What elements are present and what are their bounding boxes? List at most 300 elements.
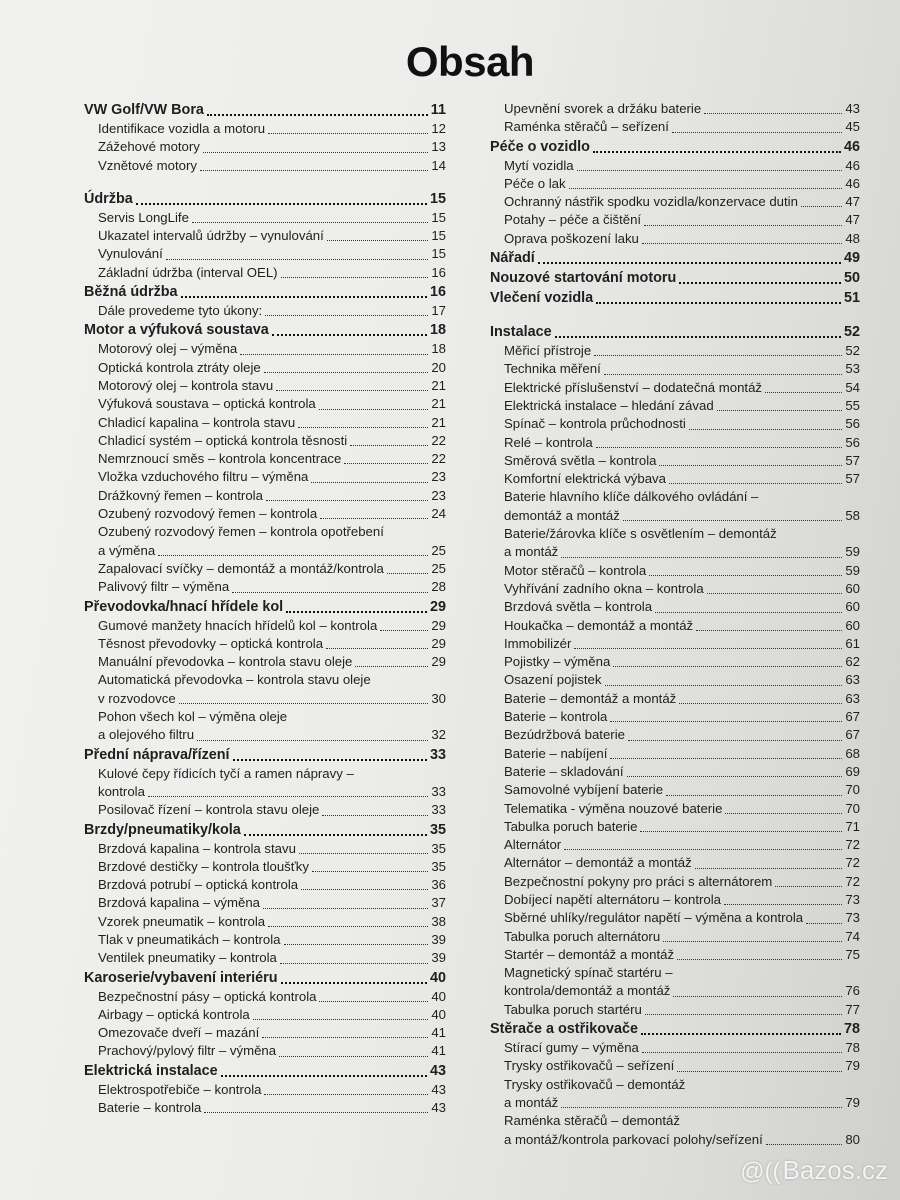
toc-entry-label: Chladicí kapalina – kontrola stavu xyxy=(98,414,296,430)
toc-entry xyxy=(490,598,860,616)
page-number: 70 xyxy=(845,782,860,798)
toc-entry xyxy=(84,227,446,245)
toc-entry-label: Základní údržba (interval OEL) xyxy=(98,264,278,280)
toc-entry-label: Trysky ostřikovačů – seřízení xyxy=(504,1058,675,1074)
page-number: 76 xyxy=(845,983,860,999)
toc-entry-label: Upevnění svorek a držáku baterie xyxy=(504,101,702,116)
page-number: 79 xyxy=(845,1094,860,1110)
page-number: 15 xyxy=(431,209,446,225)
toc-entry-label: Baterie – nabíjení xyxy=(504,745,608,761)
page-number: 79 xyxy=(845,1058,860,1074)
toc-entry-label: Magnetický spínač startéru – xyxy=(504,965,673,981)
dot-leader xyxy=(596,447,843,448)
dot-leader xyxy=(627,776,843,777)
page-number: 23 xyxy=(431,487,446,503)
toc-entry xyxy=(84,1042,446,1060)
toc-entry xyxy=(84,487,446,505)
page-number: 15 xyxy=(429,190,446,207)
page-number: 37 xyxy=(431,895,446,911)
dot-leader xyxy=(642,1052,842,1053)
dot-leader xyxy=(311,482,428,483)
page-number: 78 xyxy=(845,1040,860,1056)
toc-entry xyxy=(490,1001,860,1019)
dot-leader xyxy=(672,132,842,133)
toc-entry xyxy=(84,858,446,876)
page-number: 51 xyxy=(843,290,860,307)
dot-leader xyxy=(268,133,428,134)
dot-leader xyxy=(320,518,428,519)
dot-leader xyxy=(244,834,427,836)
toc-entry xyxy=(84,157,446,175)
toc-entry xyxy=(490,1131,860,1149)
toc-section-heading xyxy=(84,597,446,617)
toc-entry-label: Oprava poškození laku xyxy=(504,230,639,246)
dot-leader xyxy=(263,908,428,909)
page-number: 47 xyxy=(845,194,860,210)
dot-leader xyxy=(725,813,842,814)
toc-entry-label: Sběrné uhlíky/regulátor napětí – výměna a kontrola xyxy=(504,910,804,926)
dot-leader xyxy=(319,1001,428,1002)
toc-entry-label: Kulové čepy řídicích tyčí a ramen nápravy – xyxy=(98,765,354,781)
toc-entry-label: Drážkovný řemen – kontrola xyxy=(98,487,263,503)
toc-entry-label: Relé – kontrola xyxy=(504,434,593,450)
toc-entry xyxy=(84,505,446,523)
toc-entry-label: Ozubený rozvodový řemen – kontrola opotřebení xyxy=(98,524,384,540)
page-number: 29 xyxy=(431,617,446,633)
page-number: 46 xyxy=(843,138,860,155)
dot-leader xyxy=(312,871,428,872)
dot-leader xyxy=(569,188,843,189)
dot-leader xyxy=(596,302,841,304)
page-number: 74 xyxy=(845,928,860,944)
toc-entry-label: Přední náprava/řízení xyxy=(84,746,230,763)
toc-entry-label: Nouzové startování motoru xyxy=(490,270,677,287)
page-number: 77 xyxy=(845,1001,860,1017)
toc-entry-label-continued: a montáž xyxy=(504,544,559,560)
toc-entry-label: Motorový olej – kontrola stavu xyxy=(98,377,274,393)
dot-leader xyxy=(221,1075,427,1077)
page-number: 67 xyxy=(845,727,860,743)
toc-entry xyxy=(490,836,860,854)
page-number: 67 xyxy=(845,709,860,725)
dot-leader xyxy=(387,573,428,574)
toc-entry-label-continued: a olejového filtru xyxy=(98,727,195,743)
dot-leader xyxy=(284,944,429,945)
toc-entry-label: Servis LongLife xyxy=(98,209,189,225)
page-number: 46 xyxy=(845,175,860,191)
page-number: 72 xyxy=(845,837,860,853)
toc-entry-label: Brzdová kapalina – výměna xyxy=(98,895,261,911)
dot-leader xyxy=(240,354,428,355)
toc-entry-label-continued: a montáž xyxy=(504,1094,559,1110)
page-number: 71 xyxy=(845,818,860,834)
dot-leader xyxy=(642,243,842,244)
page-number: 22 xyxy=(431,432,446,448)
toc-entry-label-continued: a výměna xyxy=(98,542,156,558)
page-number: 15 xyxy=(431,228,446,244)
toc-entry-label: Chladicí systém – optická kontrola těsnosti xyxy=(98,432,348,448)
toc-entry-label: Tabulka poruch alternátoru xyxy=(504,928,661,944)
toc-entry xyxy=(490,745,860,763)
toc-entry-label: Komfortní elektrická výbava xyxy=(504,471,666,487)
toc-entry xyxy=(490,543,860,561)
toc-entry xyxy=(490,415,860,433)
toc-entry-label: Běžná údržba xyxy=(84,284,178,301)
toc-entry xyxy=(490,452,860,470)
toc-entry-label: Posilovač řízení – kontrola stavu oleje xyxy=(98,802,320,818)
toc-entry-label: Karoserie/vybavení interiéru xyxy=(84,969,278,986)
toc-section-heading xyxy=(490,137,860,157)
toc-entry xyxy=(84,264,446,282)
dot-leader xyxy=(538,262,841,264)
dot-leader xyxy=(679,282,841,284)
toc-entry-label: Péče o lak xyxy=(504,175,566,191)
toc-section-heading xyxy=(84,189,446,209)
page-title: Obsah xyxy=(405,38,535,85)
toc-entry xyxy=(490,800,860,818)
toc-entry-label: Potahy – péče a čištění xyxy=(504,212,642,228)
toc-entry xyxy=(490,118,860,136)
toc-entry-label: Raménka stěračů – seřízení xyxy=(504,119,669,135)
page-number: 63 xyxy=(845,672,860,688)
toc-entry xyxy=(84,783,446,801)
dot-leader xyxy=(594,355,842,356)
toc-entry-label: Omezovače dveří – mazání xyxy=(98,1025,260,1041)
toc-right-column xyxy=(490,100,860,1149)
page-number: 43 xyxy=(431,1100,446,1116)
toc-entry-label: Vlečení vozidla xyxy=(490,290,594,307)
toc-entry xyxy=(84,690,446,708)
toc-entry xyxy=(490,928,860,946)
toc-entry xyxy=(490,562,860,580)
toc-entry-label: Zapalovací svíčky – demontáž a montáž/kontrola xyxy=(98,560,384,576)
dot-leader xyxy=(806,923,842,924)
dot-leader xyxy=(561,557,842,558)
toc-entry-label: Vzorek pneumatik – kontrola xyxy=(98,913,266,929)
page-number: 29 xyxy=(429,598,446,615)
toc-entry-label: Raménka stěračů – demontáž xyxy=(504,1113,680,1129)
page-number: 25 xyxy=(431,542,446,558)
toc-entry-label: Dále provedeme tyto úkony: xyxy=(98,303,263,319)
dot-leader xyxy=(724,904,842,905)
dot-leader xyxy=(644,225,842,226)
toc-entry-label: Spínač – kontrola průchodnosti xyxy=(504,416,686,432)
toc-entry-label: Bezúdržbová baterie xyxy=(504,727,625,743)
dot-leader xyxy=(319,409,429,410)
toc-entry-label: Alternátor – demontáž a montáž xyxy=(504,855,692,871)
toc-entry xyxy=(490,671,860,689)
toc-entry xyxy=(490,580,860,598)
toc-entry-label: Brzdové destičky – kontrola tloušťky xyxy=(98,858,309,874)
toc-entry-label: Houkačka – demontáž a montáž xyxy=(504,617,694,633)
toc-entry-label: Startér – demontáž a montáž xyxy=(504,946,675,962)
toc-entry-label: Manuální převodovka – kontrola stavu oleje xyxy=(98,654,353,670)
dot-leader xyxy=(265,315,428,316)
page-number: 38 xyxy=(431,913,446,929)
toc-entry-label: Baterie – kontrola xyxy=(504,709,608,725)
page-number: 72 xyxy=(845,873,860,889)
toc-entry xyxy=(490,690,860,708)
toc-entry-label: Ventilek pneumatiky – kontrola xyxy=(98,950,277,966)
dot-leader xyxy=(574,648,842,649)
page-number: 33 xyxy=(431,802,446,818)
dot-leader xyxy=(766,1144,843,1145)
watermark xyxy=(740,1155,888,1186)
toc-entry-label: Brzdová kapalina – kontrola stavu xyxy=(98,840,296,856)
page-number: 41 xyxy=(431,1043,446,1059)
page-number: 33 xyxy=(431,783,446,799)
toc-entry-label: Zážehové motory xyxy=(98,139,200,155)
page-number: 57 xyxy=(845,452,860,468)
dot-leader xyxy=(262,1037,428,1038)
toc-entry-label: Alternátor xyxy=(504,837,562,853)
toc-entry-label: Elektrická instalace – hledání závad xyxy=(504,397,714,413)
toc-entry xyxy=(84,949,446,967)
dot-leader xyxy=(204,1112,428,1113)
toc-entry xyxy=(84,726,446,744)
toc-entry xyxy=(84,302,446,320)
page-number: 50 xyxy=(843,270,860,287)
toc-entry-label: Motorový olej – výměna xyxy=(98,341,238,357)
page-number: 78 xyxy=(843,1021,860,1038)
page-number: 20 xyxy=(431,359,446,375)
dot-leader xyxy=(266,500,428,501)
page-number: 70 xyxy=(845,800,860,816)
page-number: 60 xyxy=(845,599,860,615)
toc-entry-label: VW Golf/VW Bora xyxy=(84,102,204,118)
page-number: 35 xyxy=(431,858,446,874)
page-number: 28 xyxy=(431,579,446,595)
dot-leader xyxy=(604,374,843,375)
toc-section-heading xyxy=(490,288,860,308)
dot-leader xyxy=(610,758,842,759)
toc-entry-label: Těsnost převodovky – optická kontrola xyxy=(98,635,324,651)
toc-entry xyxy=(84,377,446,395)
page-number: 43 xyxy=(845,101,860,116)
dot-leader xyxy=(380,630,428,631)
toc-entry-label: Elektrospotřebiče – kontrola xyxy=(98,1081,262,1097)
toc-entry xyxy=(84,988,446,1006)
dot-leader xyxy=(322,815,428,816)
toc-entry-label: Stěrače a ostřikovače xyxy=(490,1021,638,1038)
toc-entry-label: Motor stěračů – kontrola xyxy=(504,562,647,578)
toc-entry-label: Automatická převodovka – kontrola stavu oleje xyxy=(98,672,371,688)
dot-leader xyxy=(677,1071,842,1072)
page-number: 12 xyxy=(431,121,446,136)
dot-leader xyxy=(350,445,428,446)
dot-leader xyxy=(281,277,429,278)
toc-section-heading xyxy=(490,322,860,342)
toc-entry-label: Péče o vozidlo xyxy=(490,138,590,155)
dot-leader xyxy=(593,151,841,153)
dot-leader xyxy=(669,483,842,484)
toc-entry-label: Telematika - výměna nouzové baterie xyxy=(504,800,723,816)
toc-entry xyxy=(490,763,860,781)
page-number: 61 xyxy=(845,635,860,651)
toc-entry-label: Airbagy – optická kontrola xyxy=(98,1006,250,1022)
page-number: 15 xyxy=(431,246,446,262)
page-number: 53 xyxy=(845,361,860,377)
page-number: 16 xyxy=(429,284,446,301)
page-number: 62 xyxy=(845,654,860,670)
toc-entry xyxy=(490,397,860,415)
dot-leader xyxy=(677,959,842,960)
toc-entry xyxy=(490,873,860,891)
toc-entry-label: Baterie – demontáž a montáž xyxy=(504,690,677,706)
toc-entry xyxy=(84,120,446,138)
toc-entry xyxy=(490,1039,860,1057)
toc-entry xyxy=(490,230,860,248)
page-number: 17 xyxy=(431,303,446,319)
dot-leader xyxy=(272,334,427,336)
page-number: 47 xyxy=(845,212,860,228)
page-number: 63 xyxy=(845,690,860,706)
toc-entry-label: Převodovka/hnací hřídele kol xyxy=(84,598,284,615)
toc-entry-label: Brzdy/pneumatiky/kola xyxy=(84,821,241,838)
bazos-logo-icon: @(( xyxy=(740,1158,781,1185)
toc-entry-label: Vyhřívání zadního okna – kontrola xyxy=(504,580,704,596)
toc-entry-label: Směrová světla – kontrola xyxy=(504,452,657,468)
dot-leader xyxy=(655,612,842,613)
page-number: 73 xyxy=(845,891,860,907)
page-number: 57 xyxy=(845,471,860,487)
page-number: 49 xyxy=(843,250,860,267)
toc-entry xyxy=(490,470,860,488)
page-number: 35 xyxy=(431,840,446,856)
toc-section-heading xyxy=(84,1061,446,1081)
dot-leader xyxy=(299,853,428,854)
page-number: 75 xyxy=(845,946,860,962)
toc-entry xyxy=(84,414,446,432)
toc-entry-label: Palivový filtr – výměna xyxy=(98,579,230,595)
toc-entry-label: Ochranný nástřik spodku vozidla/konzervace dutin xyxy=(504,194,798,210)
toc-entry xyxy=(84,359,446,377)
toc-entry xyxy=(84,876,446,894)
page-number: 35 xyxy=(429,821,446,838)
page-number: 39 xyxy=(431,931,446,947)
toc-entry xyxy=(490,193,860,211)
dot-leader xyxy=(666,795,842,796)
page-number: 56 xyxy=(845,416,860,432)
toc-entry xyxy=(84,1081,446,1099)
toc-entry-label-continued: demontáž a montáž xyxy=(504,507,620,523)
toc-entry-label: Baterie/žárovka klíče s osvětlením – demontáž xyxy=(504,526,777,542)
toc-entry xyxy=(84,450,446,468)
dot-leader xyxy=(233,759,427,761)
toc-section-heading xyxy=(84,100,446,120)
toc-entry-label: Immobilizér xyxy=(504,635,572,651)
toc-entry xyxy=(84,840,446,858)
page-number: 32 xyxy=(431,727,446,743)
toc-entry-label: Tabulka poruch baterie xyxy=(504,818,638,834)
toc-entry xyxy=(490,360,860,378)
dot-leader xyxy=(264,1094,428,1095)
toc-entry-label: Ozubený rozvodový řemen – kontrola xyxy=(98,506,318,522)
page-number: 59 xyxy=(845,562,860,578)
dot-leader xyxy=(561,1107,842,1108)
dot-leader xyxy=(696,630,842,631)
toc-entry xyxy=(490,1094,860,1112)
dot-leader xyxy=(649,575,842,576)
toc-entry-label: Trysky ostřikovačů – demontáž xyxy=(504,1076,686,1092)
toc-entry-label-continued: kontrola xyxy=(98,783,145,799)
dot-leader xyxy=(344,463,428,464)
toc-entry-label-continued: a montáž/kontrola parkovací polohy/seřízení xyxy=(504,1131,763,1147)
toc-entry xyxy=(490,100,860,118)
dot-leader xyxy=(326,648,428,649)
page-number: 55 xyxy=(845,397,860,413)
toc-entry xyxy=(84,1006,446,1024)
toc-entry xyxy=(490,653,860,671)
dot-leader xyxy=(179,703,429,704)
toc-entry xyxy=(490,818,860,836)
toc-left-column xyxy=(84,100,446,1117)
toc-entry-label: Baterie – skladování xyxy=(504,763,624,779)
page-number: 18 xyxy=(431,341,446,357)
page-number: 40 xyxy=(431,988,446,1004)
toc-entry-label: Nářadí xyxy=(490,250,535,267)
toc-entry-label: Identifikace vozidla a motoru xyxy=(98,121,266,136)
toc-entry xyxy=(84,931,446,949)
toc-entry xyxy=(84,560,446,578)
dot-leader xyxy=(707,593,843,594)
dot-leader xyxy=(298,427,428,428)
page-number: 39 xyxy=(431,950,446,966)
toc-entry-label: Pohon všech kol – výměna oleje xyxy=(98,709,288,725)
toc-entry xyxy=(490,434,860,452)
dot-leader xyxy=(203,152,428,153)
toc-entry-label: Motor a výfuková soustava xyxy=(84,322,269,339)
toc-section-heading xyxy=(84,968,446,988)
toc-entry xyxy=(84,468,446,486)
dot-leader xyxy=(641,1033,841,1035)
dot-leader xyxy=(663,941,842,942)
page-number: 46 xyxy=(845,157,860,173)
page-number: 58 xyxy=(845,507,860,523)
page-number: 21 xyxy=(431,414,446,430)
dot-leader xyxy=(577,170,843,171)
page-number: 52 xyxy=(843,324,860,341)
toc-entry-label: Osazení pojistek xyxy=(504,672,602,688)
page-number: 68 xyxy=(845,745,860,761)
page-number: 36 xyxy=(431,877,446,893)
toc-entry xyxy=(84,617,446,635)
page-number: 60 xyxy=(845,617,860,633)
dot-leader xyxy=(281,982,427,984)
toc-entry xyxy=(84,245,446,263)
toc-entry xyxy=(84,340,446,358)
toc-entry xyxy=(84,432,446,450)
toc-entry xyxy=(490,507,860,525)
dot-leader xyxy=(673,996,842,997)
toc-entry-label: Bezpečnostní pásy – optická kontrola xyxy=(98,988,317,1004)
toc-entry-label: Baterie – kontrola xyxy=(98,1100,202,1116)
toc-entry-label: Ukazatel intervalů údržby – vynulování xyxy=(98,228,324,244)
dot-leader xyxy=(765,392,842,393)
dot-leader xyxy=(355,666,428,667)
toc-entry-label: Bezpečnostní pokyny pro práci s alternátorem xyxy=(504,873,773,889)
page-number: 43 xyxy=(429,1062,446,1079)
page-number: 45 xyxy=(845,119,860,135)
toc-entry-label: Brzdová potrubí – optická kontrola xyxy=(98,877,299,893)
page-number: 13 xyxy=(431,139,446,155)
toc-entry-label: Výfuková soustava – optická kontrola xyxy=(98,396,316,412)
toc-entry xyxy=(490,617,860,635)
toc-section-heading xyxy=(84,282,446,302)
toc-entry xyxy=(490,854,860,872)
page-number: 21 xyxy=(431,377,446,393)
dot-leader xyxy=(679,703,842,704)
